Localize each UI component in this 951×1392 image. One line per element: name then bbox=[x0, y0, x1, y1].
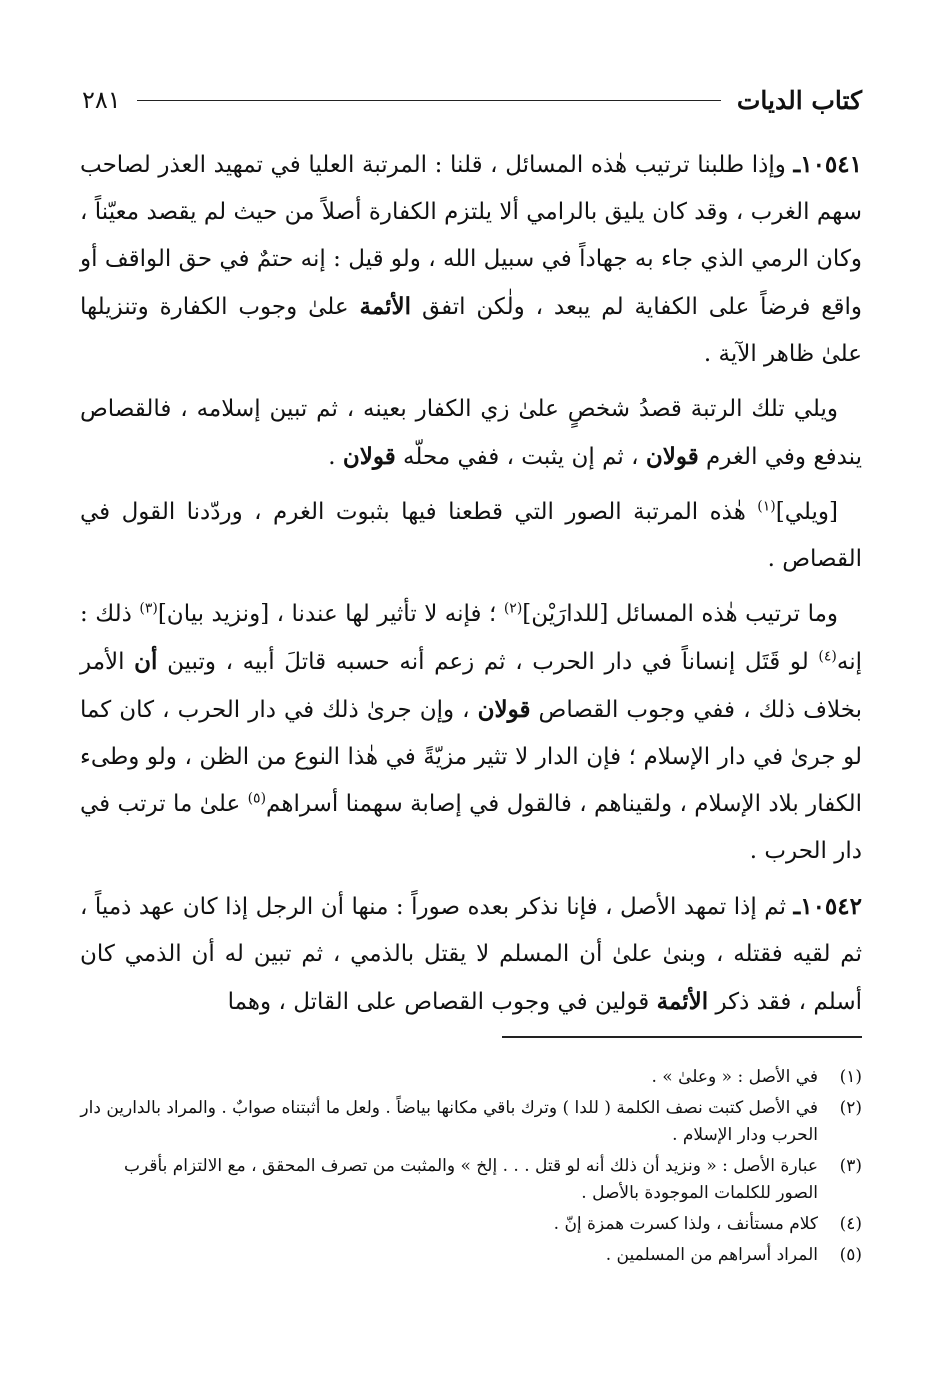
bold-term: قولان bbox=[477, 696, 531, 723]
paragraph-text: ويلي تلك الرتبة قصدُ شخصٍ علىٰ زي الكفار بعينه ، ثم تبين إسلامه ، فالقصاص يندفع وفي الغرم bbox=[80, 396, 862, 470]
paragraph-text: الأمر بخلاف ذلك ، ففي وجوب القصاص bbox=[80, 649, 862, 723]
footnote-item bbox=[80, 1153, 862, 1207]
footnote-text: عبارة الأصل : « ونزيد أن ذلك أنه لو قتل . . . إلخ » والمثبت من تصرف المحقق ، مع الالتزام بأقرب الصور للكلمات الموجودة بالأصل . bbox=[123, 1156, 818, 1203]
paragraph-text: ؛ فإنه لا تأثير لها عندنا ، [ونزيد بيان] bbox=[157, 601, 497, 627]
footnote-item bbox=[80, 1064, 862, 1091]
bold-term: قولان bbox=[342, 443, 396, 470]
chapter-title: كتاب الديات bbox=[736, 85, 862, 115]
footnote-number: (٢) bbox=[839, 1098, 862, 1118]
paragraph-text: ذلك : إنه bbox=[80, 601, 863, 675]
paragraph bbox=[80, 489, 862, 583]
footnote-number: (٣) bbox=[839, 1156, 862, 1176]
paragraph-10541 bbox=[80, 141, 862, 378]
paragraph bbox=[80, 386, 862, 481]
footnote-item bbox=[80, 1242, 862, 1269]
paragraph bbox=[80, 591, 862, 875]
footnote-text: في الأصل كتبت نصف الكلمة ( للدا ) وترك باقي مكانها بياضاً . ولعل ما أثبتناه صوابٌ . والمراد بالدارين دار الحرب ودار الإسلام . bbox=[80, 1098, 818, 1145]
paragraph-text: هٰذه المرتبة الصور التي قطعنا فيها بثبوت الغرم ، وردّدنا القول في القصاص . bbox=[80, 499, 862, 572]
paragraph-text: قولين في وجوب القصاص على القاتل ، وهما bbox=[227, 989, 650, 1015]
footnote-text: كلام مستأنف ، ولذا كسرت همزة إنّ . bbox=[553, 1214, 818, 1234]
footnote-text: في الأصل : « وعلىٰ » . bbox=[651, 1067, 818, 1087]
header-rule bbox=[137, 100, 721, 101]
bold-term: الأئمة bbox=[656, 988, 709, 1015]
paragraph-text: ، وإن جرىٰ ذلك في دار الحرب ، كان كما لو جرىٰ في دار الإسلام ؛ فإن الدار لا تثير مزيّةً في هٰذا النوع من الظن ، ولو وطىء الكفار بلاد الإسلام ، ولقيناهم ، فالقول في إصابة سهمنا أسراهم bbox=[80, 697, 862, 817]
footnote-ref[interactable]: (٤) bbox=[818, 648, 837, 665]
bold-term: قولان bbox=[645, 443, 699, 470]
paragraph-text: علىٰ وجوب الكفارة وتنزيلها علىٰ ظاهر الآية . bbox=[80, 294, 862, 367]
bold-term: الأئمة bbox=[359, 293, 412, 320]
issue-number: ١٠٥٤١ـ bbox=[793, 151, 862, 178]
footnote-text: المراد أسراهم من المسلمين . bbox=[605, 1245, 818, 1265]
bold-term: أن bbox=[134, 648, 158, 675]
footnote-ref[interactable]: (١) bbox=[757, 498, 776, 515]
footnote-separator bbox=[502, 1036, 862, 1038]
footnotes bbox=[80, 1064, 862, 1273]
paragraph-text: [ويلي] bbox=[775, 499, 839, 525]
paragraph-text: . bbox=[328, 444, 336, 470]
paragraph-text: ، ثم إن يثبت ، ففي محلّه bbox=[403, 444, 639, 470]
footnote-number: (١) bbox=[839, 1067, 862, 1087]
footnote-ref[interactable]: (٥) bbox=[247, 790, 267, 807]
footnote-item bbox=[80, 1095, 862, 1149]
running-header bbox=[82, 80, 862, 120]
footnote-number: (٥) bbox=[839, 1245, 862, 1265]
page-number: ٢٨١ bbox=[82, 86, 121, 114]
footnote-item bbox=[80, 1211, 862, 1238]
footnote-number: (٤) bbox=[839, 1214, 862, 1234]
paragraph-10542 bbox=[80, 883, 862, 1026]
paragraph-text: علىٰ ما ترتب في دار الحرب . bbox=[80, 791, 862, 864]
footnote-ref[interactable]: (٢) bbox=[503, 600, 523, 617]
paragraph-text: ثم إذا تمهد الأصل ، فإنا نذكر بعده صوراً : منها أن الرجل إذا كان عهد ذمياً ، ثم لقيه فقتله ، وبنىٰ علىٰ أن المسلم لا يقتل بالذمي ، ثم تبين له أن الذمي كان أسلم ، فقد ذكر bbox=[80, 894, 862, 1015]
footnote-ref[interactable]: (٣) bbox=[139, 600, 158, 617]
main-text bbox=[80, 141, 862, 1034]
issue-number: ١٠٥٤٢ـ bbox=[793, 893, 862, 920]
paragraph-text: وما ترتيب هٰذه المسائل [للدارَيْن] bbox=[522, 601, 838, 627]
paragraph-text: وإذا طلبنا ترتيب هٰذه المسائل ، قلنا : المرتبة العليا في تمهيد العذر لصاحب سهم الغرب ، وقد كان يليق بالرامي ألا يلتزم الكفارة أصلاً من حيث لم يقصد معيّناً ، وكان الرمي الذي جاء به جهاداً في سبيل الله ، ولو قيل : إنه حتمٌ في حق الواقف أو واقع فرضاً على الكفاية لم يبعد ، ولٰكن اتفق bbox=[80, 152, 863, 320]
paragraph-text: لو قَتَل إنساناً في دار الحرب ، ثم زعم أنه حسبه قاتلَ أبيه ، وتبين bbox=[167, 649, 809, 675]
